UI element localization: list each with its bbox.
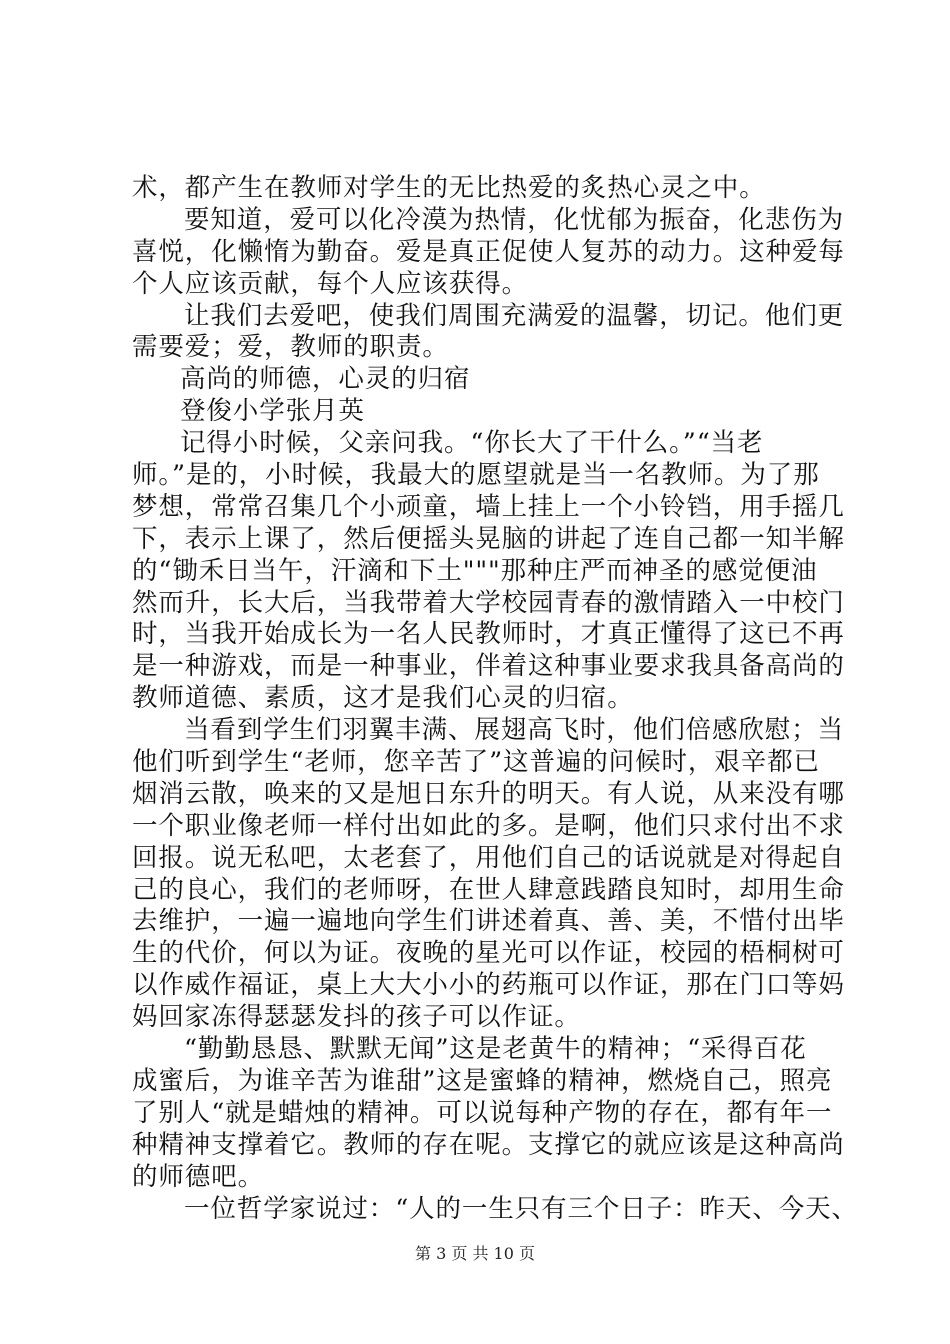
text-line: 成蜜后，为谁辛苦为谁甜”这是蜜蜂的精神，燃烧自己，照亮 [132,1065,833,1096]
text-line: 然而升，长大后，当我带着大学校园青春的激情踏入一中校门 [132,587,845,618]
text-line: 一个职业像老师一样付出如此的多。是啊，他们只求付出不求 [132,810,845,841]
text-line: “勤勤恳恳、默默无闻”这是老黄牛的精神；“采得百花 [184,1034,807,1065]
text-line: 需要爱；爱，教师的职责。 [132,332,449,363]
text-line: 梦想，常常召集几个小顽童，墙上挂上一个小铃铛，用手摇几 [132,491,845,522]
text-line: 生的代价，何以为证。夜晚的星光可以作证，校园的梧桐树可 [132,938,845,969]
text-line: 的师德吧。 [132,1161,265,1192]
text-line: 的“锄禾日当午，汗滴和下土"""那种庄严而神圣的感觉便油 [132,555,818,586]
page-footer: 第 3 页 共 10 页 [415,1244,535,1263]
text-line: 记得小时候，父亲问我。“你长大了干什么。”“当老 [180,428,764,459]
text-line: 他们听到学生“老师，您辛苦了”这普遍的问候时，艰辛都已 [132,747,820,778]
text-line: 是一种游戏，而是一种事业，伴着这种事业要求我具备高尚的 [132,651,845,682]
text-line: 一位哲学家说过：“人的一生只有三个日子：昨天、今天、 [184,1193,858,1224]
text-line: 以作威作福证，桌上大大小小的药瓶可以作证，那在门口等妈 [132,970,845,1001]
text-line: 要知道，爱可以化冷漠为热情，化忧郁为振奋，化悲伤为 [184,204,845,235]
text-line: 术，都产生在教师对学生的无比热爱的炙热心灵之中。 [132,173,766,203]
text-line: 己的良心，我们的老师呀，在世人肆意践踏良知时，却用生命 [132,874,845,905]
text-line: 个人应该贡献，每个人应该获得。 [132,268,529,299]
text-line: 喜悦，化懒惰为勤奋。爱是真正促使人复苏的动力。这种爱每 [132,236,845,267]
text-line: 让我们去爱吧，使我们周围充满爱的温馨，切记。他们更 [184,300,845,331]
text-line: 登俊小学张月英 [180,396,365,427]
text-line: 教师道德、素质，这才是我们心灵的归宿。 [132,683,634,714]
text-line: 师。”是的，小时候，我最大的愿望就是当一名教师。为了那 [132,460,820,491]
text-line: 回报。说无私吧，太老套了，用他们自己的话说就是对得起自 [132,842,845,873]
text-line: 时，当我开始成长为一名人民教师时，才真正懂得了这已不再 [132,619,845,650]
text-line: 了别人“就是蜡烛的精神。可以说每种产物的存在，都有年一 [132,1097,833,1128]
text-line: 种精神支撑着它。教师的存在呢。支撑它的就应该是这种高尚 [132,1129,845,1160]
text-line: 当看到学生们羽翼丰满、展翅高飞时，他们倍感欣慰；当 [184,715,845,746]
document-body [132,173,858,1225]
text-line: 妈回家冻得瑟瑟发抖的孩子可以作证。 [132,1002,581,1033]
text-line: 高尚的师德，心灵的归宿 [180,364,471,395]
text-line: 烟消云散，唤来的又是旭日东升的明天。有人说，从来没有哪 [132,778,845,809]
text-line: 去维护，一遍一遍地向学生们讲述着真、善、美，不惜付出毕 [132,906,845,937]
text-line: 下，表示上课了，然后便摇头晃脑的讲起了连自己都一知半解 [132,523,845,554]
